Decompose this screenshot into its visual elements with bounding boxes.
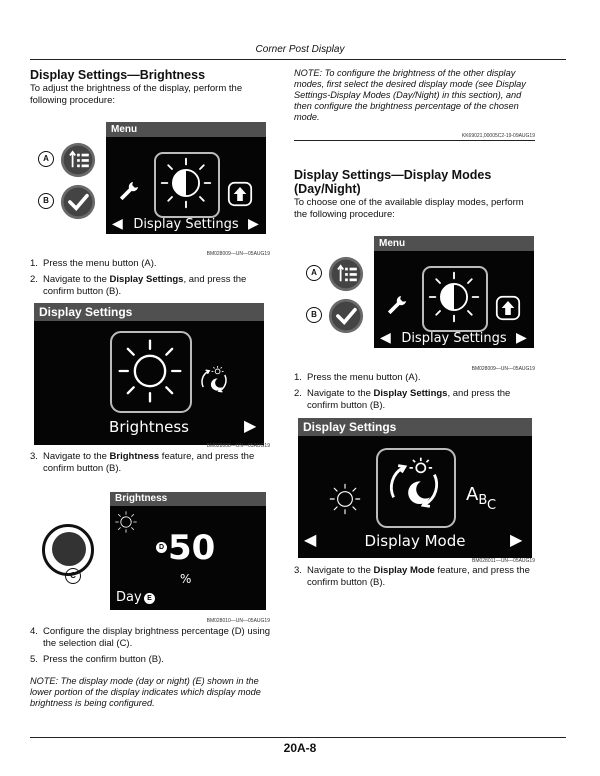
callout-a: A [306,265,322,281]
menu-title: Menu [374,236,534,251]
wrench-icon [116,178,142,204]
footer-rule [30,737,566,738]
step-2: 2. Navigate to the Display Settings, and press the confirm button (B). [30,274,247,297]
screen-title: Display Settings [34,303,264,321]
brightness-value: 50 [168,528,216,568]
note-reference: KK69021,00005C2-19-09AUG19 [461,133,535,139]
step-4: 4. Configure the display brightness percentage (D) using the selection dial (C). [30,626,271,649]
confirm-button-icon[interactable] [60,184,96,220]
intro-text: To choose one of the available display modes, perform the following procedure: [294,197,524,220]
menu-screen [106,122,266,234]
step-5: 5. Press the confirm button (B). [30,654,164,665]
percent-unit: % [180,572,192,586]
figure-menu [304,228,544,378]
confirm-button-icon[interactable] [328,298,364,334]
running-header: Corner Post Display [255,44,345,55]
brightness-screen [110,492,266,610]
screen-label: Display Settings [133,217,239,232]
wrench-icon [384,292,410,318]
figure-caption: BM028011—UN—05AUG19 [472,558,535,564]
step-1: 1. Press the menu button (A). [294,372,421,383]
menu-button-icon[interactable] [60,142,96,178]
brightness-icon [158,155,214,211]
day-night-icon [196,363,232,399]
menu-title: Menu [106,122,266,137]
note-other-modes: NOTE: To configure the brightness of the other display modes, first select the desired display mode (see Display Settings-Display Modes (Day/Night) in this section), and then configure the brightness percentage of the chosen mode. [294,68,526,122]
callout-b: B [38,193,54,209]
brightness-icon [426,269,482,325]
chevron-left-icon: ◀ [380,330,391,346]
abc-icon: $A_{BC}$ [466,484,497,513]
step-2: 2. Navigate to the Display Settings, and press the confirm button (B). [294,388,511,411]
display-settings-screen [34,303,264,445]
screen-title: Display Settings [298,418,532,436]
menu-screen [374,236,534,348]
menu-button-icon[interactable] [328,256,364,292]
screen-title: Brightness [110,492,266,506]
step-3: 3. Navigate to the Display Mode feature, and press the confirm button (B). [294,565,530,588]
chevron-right-icon: ▶ [516,330,527,346]
callout-b: B [306,307,322,323]
section-title-brightness: Display Settings—Brightness [30,68,206,82]
note-display-mode: NOTE: The display mode (day or night) (E) shown in the lower portion of the display indicates which display mode brightness is being configured. [30,676,261,708]
callout-c: C [65,568,81,584]
chevron-right-icon: ▶ [248,216,259,232]
callout-e: E [144,593,155,604]
sun-icon [114,510,138,534]
section-title-display-modes: Display Settings—Display Modes (Day/Night) [294,168,492,196]
chevron-right-icon: ▶ [510,530,523,549]
section-rule [294,140,535,141]
up-arrow-icon [226,180,254,208]
callout-d: D [156,542,167,553]
page-number: 20A-8 [283,741,317,755]
up-arrow-icon [494,294,522,322]
display-mode-screen [298,418,532,558]
screen-label: Display Settings [401,331,507,346]
figure-brightness [36,488,276,618]
figure-caption: BM028008—UN—05AUG19 [206,443,270,449]
figure-caption: BM028009—UN—05AUG19 [206,251,270,257]
intro-text: To adjust the brightness of the display, perform the following procedure: [30,83,243,106]
step-1: 1. Press the menu button (A). [30,258,157,269]
day-night-icon [380,452,448,520]
sun-icon [328,482,362,516]
figure-menu [36,114,276,264]
mode-label: Day [116,590,142,605]
step-3: 3. Navigate to the Brightness feature, and press the confirm button (B). [30,451,255,474]
chevron-left-icon: ◀ [304,530,317,549]
screen-label: Display Mode [364,532,466,550]
chevron-left-icon: ◀ [112,216,123,232]
chevron-right-icon: ▶ [244,416,257,435]
figure-caption: BM028010—UN—05AUG19 [206,618,270,624]
header-rule [30,59,566,60]
figure-caption: BM028009—UN—05AUG19 [471,366,535,372]
callout-a: A [38,151,54,167]
sun-icon [115,336,185,406]
dial-knob [52,532,86,566]
screen-label: Brightness [109,418,189,436]
